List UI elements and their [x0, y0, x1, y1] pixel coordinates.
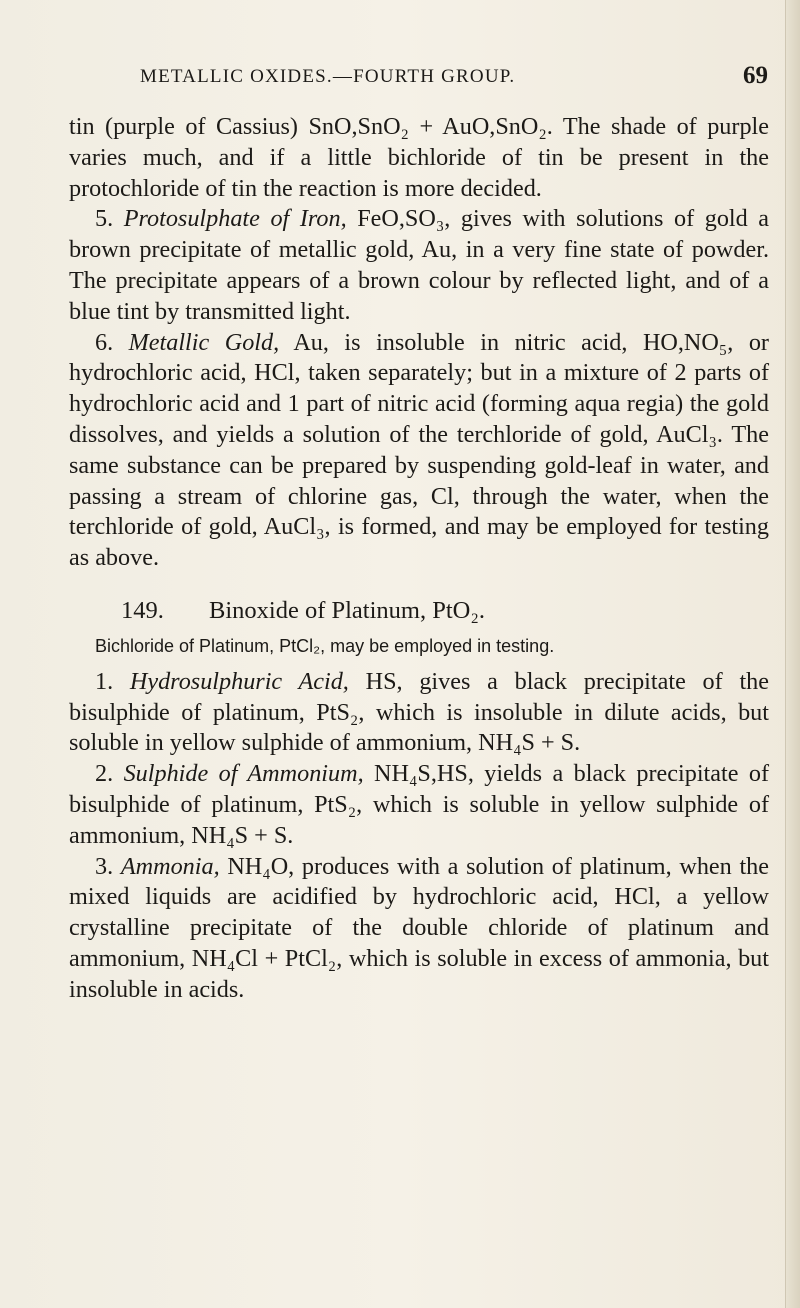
page-body	[69, 112, 769, 1006]
item-text: Au, is insoluble in nitric acid, HO,NO₅, or hydrochloric acid, HCl, taken separately; but in a mixture of 2 parts of hydrochloric acid and 1 part of nitric acid (forming aqua regia) the gold dissolves, and yields a solution of the terchloride of gold, AuCl₃. The same substance can be prepared by suspending gold-leaf in water, and passing a stream of chlorine gas, Cl, through the water, when the terchloride of gold, AuCl₃, is formed, and may be employed for testing as above.	[69, 328, 769, 572]
item-title: Metallic Gold,	[128, 328, 280, 356]
page-header	[140, 62, 780, 96]
item-title: Protosulphate of Iron,	[123, 205, 347, 233]
test-item	[69, 667, 769, 759]
item-text: FeO,SO₃, gives with solutions of gold a brown precipitate of metallic gold, Au, in a very fine state of powder. The precipitate appears of a brown colour by reflected light, and of a blue tint by transmitted light.	[69, 205, 770, 325]
item-number: 2.	[95, 760, 114, 788]
section-heading	[69, 596, 769, 627]
item-text: NH₄S,HS, yields a black precipitate of bisulphide of platinum, PtS₂, which is soluble in yellow sulphide of ammonium, NH₄S + S.	[69, 760, 770, 849]
item-number: 5.	[95, 205, 114, 233]
test-item	[69, 852, 769, 1006]
item-title: Sulphide of Ammonium,	[123, 760, 364, 788]
page-number: 69	[743, 62, 768, 89]
section-number: 149.	[121, 596, 164, 624]
item-number: 3.	[95, 852, 114, 880]
test-item	[69, 759, 769, 851]
section-note: Bichloride of Platinum, PtCl₂, may be employed in testing.	[95, 635, 555, 656]
item-title: Hydrosulphuric Acid,	[129, 667, 349, 695]
item-number: 6.	[95, 328, 114, 356]
item-title: Ammonia,	[120, 852, 220, 880]
page-edge	[785, 0, 800, 1308]
item-number: 1.	[95, 667, 114, 695]
item-text: HS, gives a black precipitate of the bisulphide of platinum, PtS₂, which is insoluble in dilute acids, but soluble in yellow sulphide of ammonium, NH₄S + S.	[69, 667, 769, 757]
section-title: Binoxide of Platinum, PtO₂.	[209, 596, 486, 624]
item-text: NH₄O, produces with a solution of platinum, when the mixed liquids are acidified by hydrochloric acid, HCl, a yellow crystalline precipitate of the double chloride of platinum and ammonium, NH₄Cl + PtCl₂, which is soluble in excess of ammonia, but insoluble in acids.	[69, 852, 770, 1003]
running-head: METALLIC OXIDES.—FOURTH GROUP.	[140, 66, 516, 87]
paragraph-protosulphate	[69, 204, 769, 327]
paragraph-continuation: tin (purple of Cassius) SnO,SnO₂ + AuO,SnO₂. The shade of purple varies much, and if a little bichloride of tin be present in the protochloride of tin the reaction is more decided.	[69, 113, 769, 202]
paragraph-metallic-gold	[69, 328, 769, 574]
